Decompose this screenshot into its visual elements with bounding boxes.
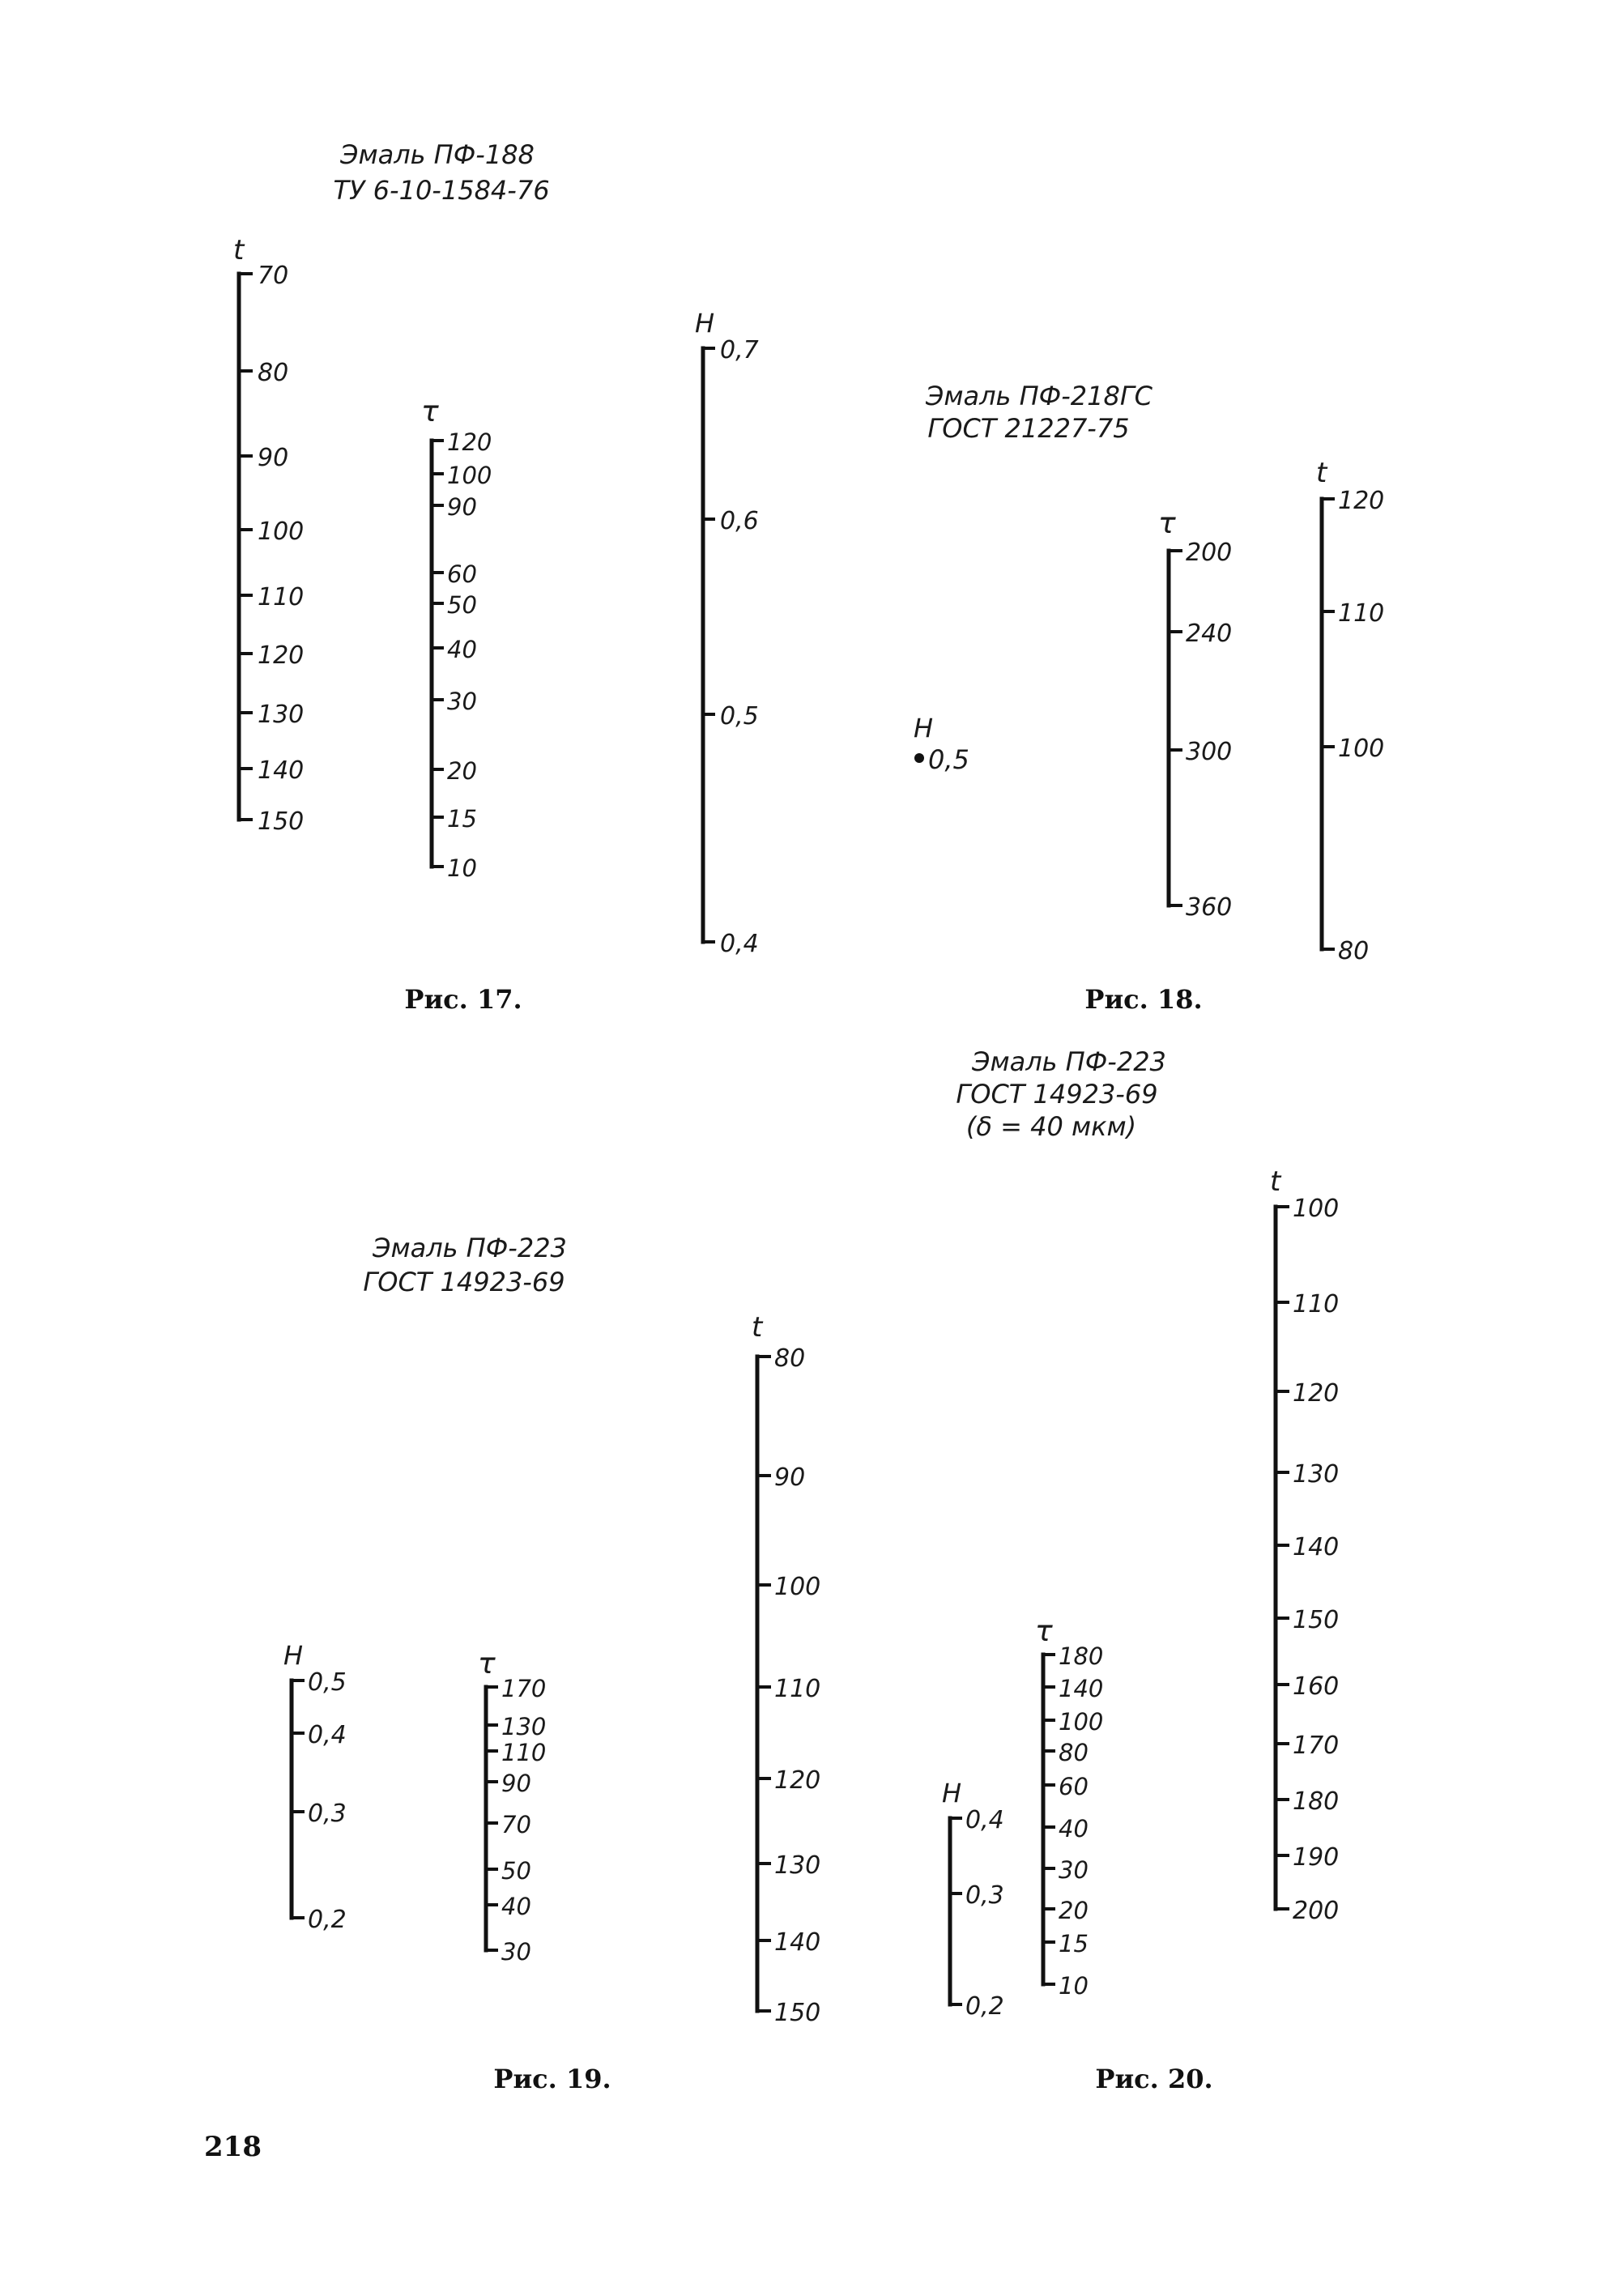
figure-20 xyxy=(942,1046,1339,2094)
fig17-caption: Рис. 17. xyxy=(404,984,522,1015)
fig20-h-ticks xyxy=(950,1806,1004,2021)
tick-label-t-120: 120 xyxy=(774,1766,821,1795)
fig17-h-ticks xyxy=(703,336,759,958)
tick-label-t-120: 120 xyxy=(258,641,305,670)
scale-name-tau: τ xyxy=(421,395,439,428)
tick-label-tau-50: 50 xyxy=(501,1857,531,1885)
fig20-scale-h xyxy=(942,1778,1004,2021)
fig20-tau-ticks xyxy=(1043,1642,1103,2000)
tick-label-tau-20: 20 xyxy=(447,757,477,785)
fig20-caption: Рис. 20. xyxy=(1095,2064,1213,2094)
scale-name-h: H xyxy=(283,1640,304,1671)
tick-label-h-0.5: 0,5 xyxy=(720,702,759,731)
fig17-title-line-1: Эмаль ПФ-188 xyxy=(340,139,535,170)
tick-label-tau-100: 100 xyxy=(447,462,492,489)
fig19-t-ticks xyxy=(757,1344,820,2027)
tick-label-tau-80: 80 xyxy=(1059,1739,1089,1766)
tick-label-tau-360: 360 xyxy=(1186,893,1233,922)
fig20-title-line-2: ГОСТ 14923-69 xyxy=(956,1079,1158,1110)
tick-label-tau-130: 130 xyxy=(501,1713,547,1740)
tick-label-t-100: 100 xyxy=(258,518,305,546)
scale-name-tau: τ xyxy=(1158,507,1176,540)
tick-label-t-160: 160 xyxy=(1293,1672,1340,1701)
tick-label-h-0.5: 0,5 xyxy=(308,1668,347,1697)
point-label-h-0.5: 0,5 xyxy=(928,744,969,775)
tick-label-t-100: 100 xyxy=(1338,735,1385,763)
tick-label-t-130: 130 xyxy=(258,701,305,729)
tick-label-h-0.6: 0,6 xyxy=(720,507,759,535)
fig20-scale-t xyxy=(1270,1165,1339,1925)
fig19-title-line-1: Эмаль ПФ-223 xyxy=(373,1233,567,1263)
fig20-scale-tau xyxy=(1035,1615,1103,2000)
tick-label-tau-15: 15 xyxy=(1059,1930,1089,1957)
tick-label-t-140: 140 xyxy=(774,1928,821,1957)
fig17-scale-h xyxy=(695,308,759,958)
tick-label-tau-15: 15 xyxy=(447,805,477,833)
tick-label-h-0.4: 0,4 xyxy=(308,1721,347,1749)
page-number: 218 xyxy=(204,2131,262,2163)
tick-label-t-100: 100 xyxy=(1293,1195,1340,1223)
fig19-title-line-2: ГОСТ 14923-69 xyxy=(363,1267,565,1297)
scale-name-t: t xyxy=(752,1311,763,1344)
fig18-t-ticks xyxy=(1322,487,1384,965)
fig17-scale-t xyxy=(233,234,304,836)
tick-label-tau-140: 140 xyxy=(1059,1675,1104,1702)
fig18-scale-tau xyxy=(1158,507,1232,922)
tick-label-h-0.3: 0,3 xyxy=(965,1881,1004,1910)
tick-label-tau-40: 40 xyxy=(447,636,477,663)
tick-label-tau-10: 10 xyxy=(1059,1972,1089,2000)
tick-label-tau-30: 30 xyxy=(447,688,477,715)
tick-label-h-0.2: 0,2 xyxy=(308,1906,347,1934)
tick-label-tau-170: 170 xyxy=(501,1675,547,1702)
tick-label-t-120: 120 xyxy=(1293,1379,1340,1408)
scale-name-t: t xyxy=(1270,1165,1281,1198)
fig17-title-line-2: ТУ 6-10-1584-76 xyxy=(333,175,550,206)
point-name-h: H xyxy=(914,713,934,743)
scale-name-tau: τ xyxy=(478,1647,496,1680)
fig19-h-ticks xyxy=(292,1668,347,1934)
fig19-caption: Рис. 19. xyxy=(493,2064,611,2094)
figure-18 xyxy=(914,381,1384,1015)
fig18-title-line-1: Эмаль ПФ-218ГС xyxy=(926,381,1153,411)
tick-label-tau-60: 60 xyxy=(447,560,477,588)
fig20-title-line-3: (δ = 40 мкм) xyxy=(965,1111,1137,1142)
tick-label-tau-200: 200 xyxy=(1186,539,1233,567)
tick-label-h-0.3: 0,3 xyxy=(308,1800,347,1828)
tick-label-tau-10: 10 xyxy=(447,854,477,882)
fig17-tau-ticks xyxy=(432,428,492,882)
fig20-title-line-1: Эмаль ПФ-223 xyxy=(972,1046,1166,1077)
tick-label-tau-110: 110 xyxy=(501,1739,547,1766)
tick-label-h-0.7: 0,7 xyxy=(720,336,759,364)
tick-label-tau-60: 60 xyxy=(1059,1773,1089,1800)
tick-label-t-150: 150 xyxy=(774,1999,821,2027)
tick-label-t-200: 200 xyxy=(1293,1897,1340,1925)
tick-label-t-140: 140 xyxy=(258,756,305,785)
tick-label-t-190: 190 xyxy=(1293,1843,1340,1872)
fig18-point-h xyxy=(914,713,969,775)
tick-label-t-70: 70 xyxy=(258,262,289,290)
tick-label-t-110: 110 xyxy=(1338,599,1385,628)
tick-label-tau-180: 180 xyxy=(1059,1642,1104,1670)
tick-label-tau-90: 90 xyxy=(447,493,477,521)
tick-label-tau-120: 120 xyxy=(447,428,492,456)
tick-label-h-0.4: 0,4 xyxy=(965,1806,1004,1834)
scale-name-h: H xyxy=(942,1778,962,1808)
tick-label-t-80: 80 xyxy=(1338,937,1370,965)
fig18-scale-t xyxy=(1316,457,1384,965)
tick-label-t-130: 130 xyxy=(1293,1460,1340,1489)
tick-label-tau-50: 50 xyxy=(447,591,477,619)
tick-label-t-130: 130 xyxy=(774,1851,821,1880)
tick-label-h-0.2: 0,2 xyxy=(965,1992,1004,2021)
tick-label-t-80: 80 xyxy=(774,1344,806,1373)
tick-label-t-170: 170 xyxy=(1293,1732,1340,1760)
tick-label-t-80: 80 xyxy=(258,359,289,387)
tick-label-t-180: 180 xyxy=(1293,1787,1340,1816)
fig19-scale-t xyxy=(752,1311,820,2027)
tick-label-h-0.4: 0,4 xyxy=(720,930,759,958)
scale-name-tau: τ xyxy=(1035,1615,1053,1648)
fig17-t-ticks xyxy=(239,262,304,836)
scale-name-t: t xyxy=(1316,457,1327,489)
figure-19 xyxy=(283,1233,820,2094)
tick-label-tau-240: 240 xyxy=(1186,620,1233,648)
scale-name-h: H xyxy=(695,308,715,339)
tick-label-tau-100: 100 xyxy=(1059,1708,1104,1736)
tick-label-t-150: 150 xyxy=(258,807,305,836)
tick-label-t-120: 120 xyxy=(1338,487,1385,515)
tick-label-t-90: 90 xyxy=(774,1463,806,1492)
fig20-t-ticks xyxy=(1276,1195,1339,1925)
tick-label-tau-300: 300 xyxy=(1186,738,1233,766)
tick-label-t-150: 150 xyxy=(1293,1606,1340,1634)
tick-label-t-90: 90 xyxy=(258,444,289,472)
tick-label-t-110: 110 xyxy=(258,583,305,611)
fig17-scale-tau xyxy=(421,395,492,882)
fig18-title-line-2: ГОСТ 21227-75 xyxy=(927,413,1130,444)
tick-label-t-100: 100 xyxy=(774,1573,821,1601)
fig18-tau-ticks xyxy=(1169,539,1232,922)
tick-label-t-140: 140 xyxy=(1293,1533,1340,1561)
tick-label-tau-30: 30 xyxy=(501,1938,531,1966)
tick-label-tau-30: 30 xyxy=(1059,1856,1089,1884)
scale-name-t: t xyxy=(233,234,245,266)
fig18-caption: Рис. 18. xyxy=(1084,984,1203,1015)
tick-label-tau-70: 70 xyxy=(501,1811,531,1838)
fig19-scale-h xyxy=(283,1640,347,1934)
tick-label-t-110: 110 xyxy=(774,1675,821,1703)
fig19-tau-ticks xyxy=(486,1675,546,1966)
point-marker xyxy=(914,753,924,763)
tick-label-tau-20: 20 xyxy=(1059,1897,1089,1924)
fig19-scale-tau xyxy=(478,1647,546,1966)
tick-label-tau-90: 90 xyxy=(501,1770,531,1797)
tick-label-tau-40: 40 xyxy=(1059,1815,1089,1842)
tick-label-t-110: 110 xyxy=(1293,1290,1340,1318)
tick-label-tau-40: 40 xyxy=(501,1893,531,1920)
figure-17 xyxy=(233,139,759,1015)
